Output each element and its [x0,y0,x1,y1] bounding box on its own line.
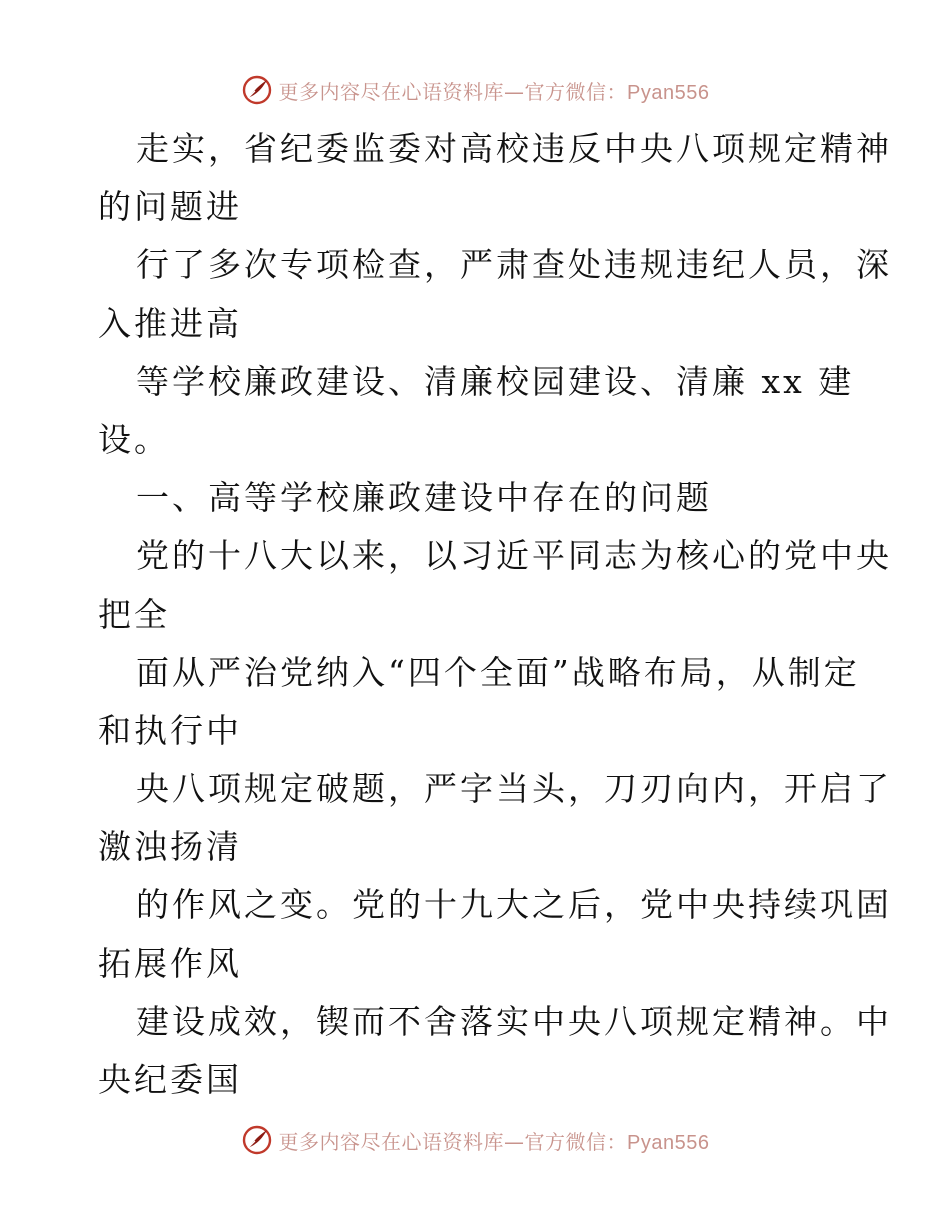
body-line: 的作风之变。党的十九大之后，党中央持续巩固 [136,885,892,925]
body-line: 央纪委国 [98,1060,242,1099]
watermark-label: 官方微信： [524,79,628,104]
watermark-handle: Pyan556 [627,81,710,104]
body-line: 设。 [98,419,170,459]
body-line: 激浊扬清 [98,827,242,867]
body-line: 等学校廉政建设、清廉校园建设、清廉 xx 建 [136,361,855,401]
body-line: 面从严治党纳入“四个全面”战略布局，从制定 [136,652,860,692]
body-line: 央八项规定破题，严字当头，刀刃向内，开启了 [136,769,892,809]
watermark-label: 官方微信： [524,1129,628,1154]
body-line: 拓展作风 [98,943,242,983]
document-body [98,120,892,1109]
body-line: 的问题进 [98,187,242,227]
footer-watermark [0,1120,950,1160]
body-line: 建设成效，锲而不舍落实中央八项规定精神。中 [136,1001,892,1041]
watermark-handle: Pyan556 [627,1131,710,1154]
feather-quill-logo-icon [241,1124,273,1156]
watermark-separator: — [504,79,525,104]
body-line: 党的十八大以来，以习近平同志为核心的党中央 [136,536,892,576]
watermark-text [279,76,710,105]
watermark-text [279,1126,710,1155]
body-line: 入推进高 [98,303,242,343]
body-line: 把全 [98,594,170,634]
watermark-separator: — [504,1129,525,1154]
body-line: 走实，省纪委监委对高校违反中央八项规定精神 [136,129,892,168]
feather-quill-logo-icon [241,74,273,106]
section-heading: 一、高等学校廉政建设中存在的问题 [136,478,712,518]
watermark-brand: 更多内容尽在心语资料库 [278,79,505,104]
body-line: 行了多次专项检查，严肃查处违规违纪人员，深 [136,245,892,285]
body-line: 和执行中 [98,710,242,750]
watermark-brand: 更多内容尽在心语资料库 [278,1129,505,1154]
header-watermark [0,70,950,110]
